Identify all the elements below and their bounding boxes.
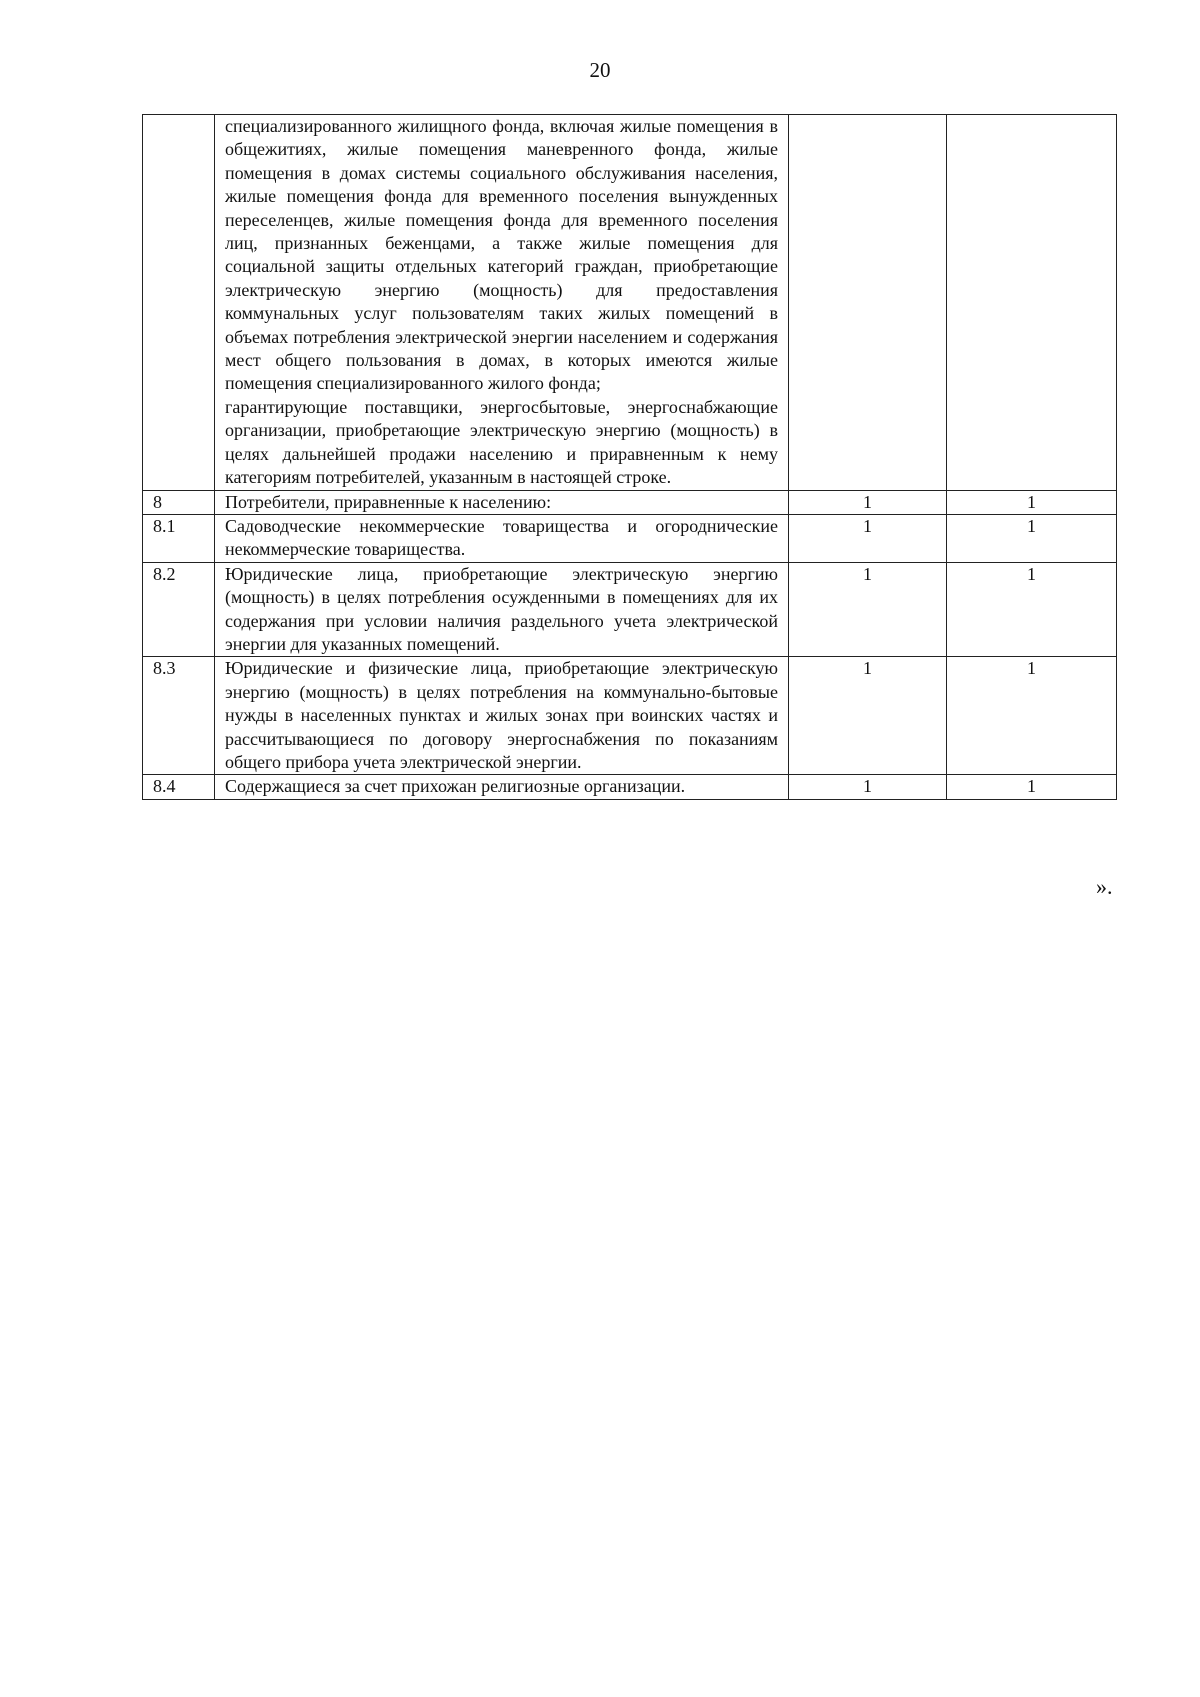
table-row-8-2 — [143, 562, 1117, 657]
row-number-cell: 8.3 — [143, 657, 215, 775]
table-row-continuation — [143, 115, 1117, 491]
description-paragraph: специализированного жилищного фонда, включая жилые помещения в общежитиях, жилые помещения маневренного фонда, жилые помещения в домах системы социального обслуживания населения, жилые помещения фонда для временного поселения вынужденных переселенцев, жилые помещения фонда для временного поселения лиц, признанных беженцами, а также жилые помещения для социальной защиты отдельных категорий граждан, приобретающие электрическую энергию (мощность) для предоставления коммунальных услуг пользователям таких жилых помещений в объемах потребления электрической энергии населением и содержания мест общего пользования в домах, в которых имеются жилые помещения специализированного жилого фонда; — [225, 116, 778, 394]
row-value-2-cell: 1 — [947, 775, 1117, 799]
row-value-2-cell: 1 — [947, 490, 1117, 514]
table-row-8-3 — [143, 657, 1117, 775]
row-value-2-cell — [947, 115, 1117, 491]
row-number-cell: 8.2 — [143, 562, 215, 657]
row-number-cell — [143, 115, 215, 491]
page-number: 20 — [589, 58, 611, 82]
row-description-cell: Содержащиеся за счет прихожан религиозные организации. — [215, 775, 789, 799]
row-value-1-cell: 1 — [789, 775, 947, 799]
tariff-table — [142, 114, 1117, 800]
row-number-cell: 8.4 — [143, 775, 215, 799]
row-number-cell: 8.1 — [143, 514, 215, 562]
table-row-8-1 — [143, 514, 1117, 562]
row-value-1-cell: 1 — [789, 562, 947, 657]
row-value-2-cell: 1 — [947, 514, 1117, 562]
description-paragraph: гарантирующие поставщики, энергосбытовые, энергоснабжающие организации, приобретающие электрическую энергию (мощность) в целях дальнейшей продажи населению и приравненным к нему категориям потребителей, указанным в настоящей строке. — [225, 396, 778, 488]
row-description-cell: Юридические и физические лица, приобретающие электрическую энергию (мощность) в целях потребления на коммунально-бытовые нужды в населенных пунктах и жилых зонах при воинских частях и рассчитывающиеся по договору энергоснабжения по показаниям общего прибора учета электрической энергии. — [215, 657, 789, 775]
row-value-1-cell: 1 — [789, 657, 947, 775]
row-description-cell: Садоводческие некоммерческие товарищества и огороднические некоммерческие товарищества. — [215, 514, 789, 562]
closing-quote-mark: ». — [1096, 874, 1113, 899]
row-description-cell — [215, 115, 789, 491]
row-value-1-cell: 1 — [789, 514, 947, 562]
row-value-2-cell: 1 — [947, 657, 1117, 775]
row-number-cell: 8 — [143, 490, 215, 514]
row-description-cell: Юридические лица, приобретающие электрическую энергию (мощность) в целях потребления осужденными в помещениях для их содержания при условии наличия раздельного учета электрической энергии для указанных помещений. — [215, 562, 789, 657]
table-row-8-4 — [143, 775, 1117, 799]
row-value-1-cell — [789, 115, 947, 491]
row-description-cell: Потребители, приравненные к населению: — [215, 490, 789, 514]
table-row-8 — [143, 490, 1117, 514]
row-value-2-cell: 1 — [947, 562, 1117, 657]
row-value-1-cell: 1 — [789, 490, 947, 514]
